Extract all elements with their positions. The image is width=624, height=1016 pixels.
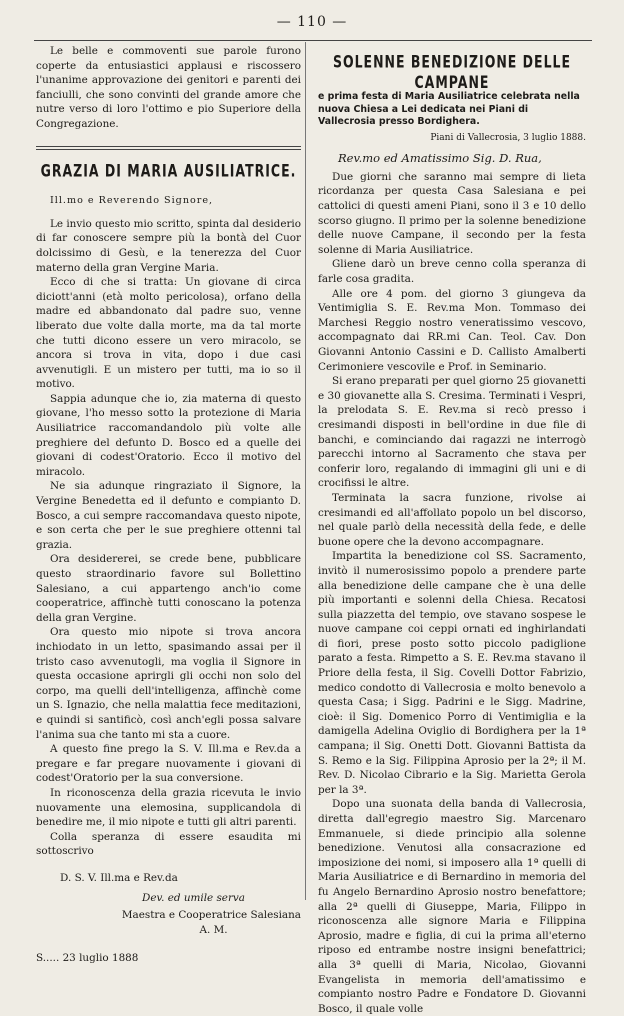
report-paragraph: Si erano preparati per quel giorno 25 giovanetti e 30 giovanette alla S. Cresima. Terminati i Vespri, la prelodata S. E. Rev.ma si recò presso i cresimandi disposti in bell'ordine in due file di banchi, e cominciando dai ragazzi ne interrogò parecchi intorno al Sacramento che stava per conferir loro, regalando di immagini gli uni e di crocifissi le altre. <box>318 375 586 490</box>
dateline: Piani di Vallecrosia, 3 luglio 1888. <box>430 132 586 143</box>
section-separator <box>36 146 301 150</box>
letter-date: S..... 23 luglio 1888 <box>36 952 139 965</box>
letter-paragraph: Ecco di che si tratta: Un giovane di circa diciott'anni (età molto pericolosa), orfano della madre ed abbandonato dal padre suo, venne liberato due volte dalla morte, ma da tal morte che tutti dicono essere un vero miracolo, se ancora si trova in vita, dopo i due casi avvenutigli. E un mistero per tutti, ma io so il motivo. <box>36 276 301 391</box>
campane-subheading: e prima festa di Maria Ausiliatrice celebrata nella nuova Chiesa a Lei dedicata nei Piani di Vallecrosia presso Bordighera. <box>318 91 580 128</box>
signature-line: Dev. ed umile serva <box>142 892 245 905</box>
signature-initials: A. M. <box>199 923 228 936</box>
letter-paragraph: Sappia adunque che io, zia materna di questo giovane, l'ho messo sotto la protezione di Maria Ausiliatrice raccomandandolo più volte alle preghiere del defunto D. Bosco ed a quelle dei giovani di codest'Oratorio. Ecco il motivo del miracolo. <box>36 392 301 478</box>
campane-heading: SOLENNE BENEDIZIONE DELLE CAMPANE <box>332 51 572 92</box>
signature-line: D. S. V. Ill.ma e Rev.da <box>60 871 178 884</box>
report-paragraph: Alle ore 4 pom. del giorno 3 giungeva da Ventimiglia S. E. Rev.ma Mon. Tommaso dei Marchesi Reggio nostro veneratissimo vescovo, accompagnato dai RR.mi Can. Teol. Cav. Don Giovanni Antonio Cassini e D. Callisto Amalberti Cerimoniere vescovile e Prof. in Seminario. <box>318 287 586 373</box>
report-paragraph: Terminata la sacra funzione, rivolse ai cresimandi ed all'affollato popolo un bel discorso, nel quale parlò della necessità della fede, e delle buone opere che la devono accompagnare. <box>318 491 586 548</box>
addressee: Rev.mo ed Amatissimo Sig. D. Rua, <box>338 151 542 166</box>
grazia-heading: GRAZIA DI MARIA AUSILIATRICE. <box>40 159 297 180</box>
letter-paragraph: Ne sia adunque ringraziato il Signore, la Vergine Benedetta ed il defunto e compianto D. Bosco, a cui sempre raccomandava questo nipote, e son certa che per le sue preghiere ottenni tal grazia. <box>36 480 301 551</box>
intro-paragraph: Le belle e commoventi sue parole furono coperte da entusiastici applausi e riscossero l'unanime approvazione dei genitori e parenti dei fanciulli, che sono convinti del grande amore che nutre verso di loro l'ottimo e pio Superiore della Congregazione. <box>36 45 301 130</box>
column-divider <box>305 42 306 900</box>
letter-paragraph: A questo fine prego la S. V. Ill.ma e Rev.da a pregare e far pregare nuovamente i giovani di codest'Oratorio per la sua conversione. <box>36 743 301 785</box>
letter-paragraph: Ora desidererei, se crede bene, pubblicare questo straordinario favore sul Bollettino Salesiano, a cui appartengo anch'io come cooperatrice, affinchè tutti conoscano la potenza della gran Vergine. <box>36 553 301 624</box>
right-column <box>318 44 586 1016</box>
letter-paragraph: Colla speranza di essere esaudita mi sottoscrivo <box>36 830 301 858</box>
left-column <box>36 44 301 966</box>
letter-salutation: Ill.mo e Reverendo Signore, <box>50 195 214 207</box>
report-paragraph: Impartita la benedizione col SS. Sacramento, invitò il numerosissimo popolo a prendere parte alla benedizione delle campane che è una delle più importanti e solenni della Chiesa. Recatosi sulla piazzetta del tempio, ove stavano sospese le nuove campane coi ceppi ornati ed inghirlandati di fiori, prese posto sotto piccolo padiglione parato a festa. Rimpetto a S. E. Rev.ma stavano il Priore della festa, il Sig. Covelli Dottor Fabrizio, medico condotto di Vallecrosia e molto benevolo a questa Casa; i Sigg. Padrini e le Sigg. Madrine, cioè: il Sig. Domenico Porro di Ventimiglia e la damigella Adelina Oviglio di Bordighera per la 1ª campana; il Sig. Onetti Dott. Giovanni Battista da S. Remo e la Sig. Filippina Aprosio per la 2ª; il M. Rev. D. Nicolao Cibrario e la Sig. Marietta Gerola per la 3ª. <box>318 550 586 796</box>
letter-paragraph: In riconoscenza della grazia ricevuta le invio nuovamente una elemosina, supplicandola di benedire me, il mio nipote e tutti gli altri parenti. <box>36 786 301 829</box>
report-paragraph: Gliene darò un breve cenno colla speranza di farle cosa gradita. <box>318 258 586 286</box>
page-number: — 110 — <box>276 14 348 30</box>
top-rule <box>34 40 592 41</box>
letter-paragraph: Le invio questo mio scritto, spinta dal desiderio di far conoscere sempre più la bontà del Cuor dolcissimo di Gesù, e la tenerezza del Cuor materno della gran Vergine Maria. <box>36 217 302 274</box>
report-paragraph: Dopo una suonata della banda di Vallecrosia, diretta dall'egregio maestro Sig. Marcenaro Emmanuele, si diede principio alla solenne benedizione. Venutosi alla consacrazione ed imposizione dei nomi, si imposero alla 1ª quelli di Maria Ausiliatrice e di Bernardino in memoria del fu Angelo Bernardino Aprosio nostro benefattore; alla 2ª quelli di Giuseppe, Maria, Filippo in riconoscenza alle signore Maria e Filippina Aprosio, madre e figlia, di cui la prima all'eterno riposo ed entrambe nostre insigni benefattrici; alla 3ª quelli di Maria, Nicolao, Giovanni Evangelista in memoria dell'amatissimo e compianto nostro Padre e Fondatore D. Giovanni Bosco, il quale volle <box>318 798 586 1015</box>
signature-line: Maestra e Cooperatrice Salesiana <box>121 909 301 922</box>
report-paragraph: Due giorni che saranno mai sempre di lieta ricordanza per questa Casa Salesiana e pei cattolici di questi ameni Piani, sono il 3 e 10 dello scorso giugno. Il primo per la solenne benedizione delle nuove Campane, il secondo per la festa solenne di Maria Ausiliatrice. <box>318 170 586 256</box>
letter-paragraph: Ora questo mio nipote si trova ancora inchiodato in un letto, spasimando assai per il tristo caso avvenutogli, ma voglia il Signore in questa occasione aprirgli gli occhi non solo del corpo, ma quelli dell'intelligenza, affinchè come un S. Ignazio, che nella malattia fece meditazioni, e quindi si santificò, così anch'egli possa salvare l'anima sua che tanto mi sta a cuore. <box>36 626 301 741</box>
